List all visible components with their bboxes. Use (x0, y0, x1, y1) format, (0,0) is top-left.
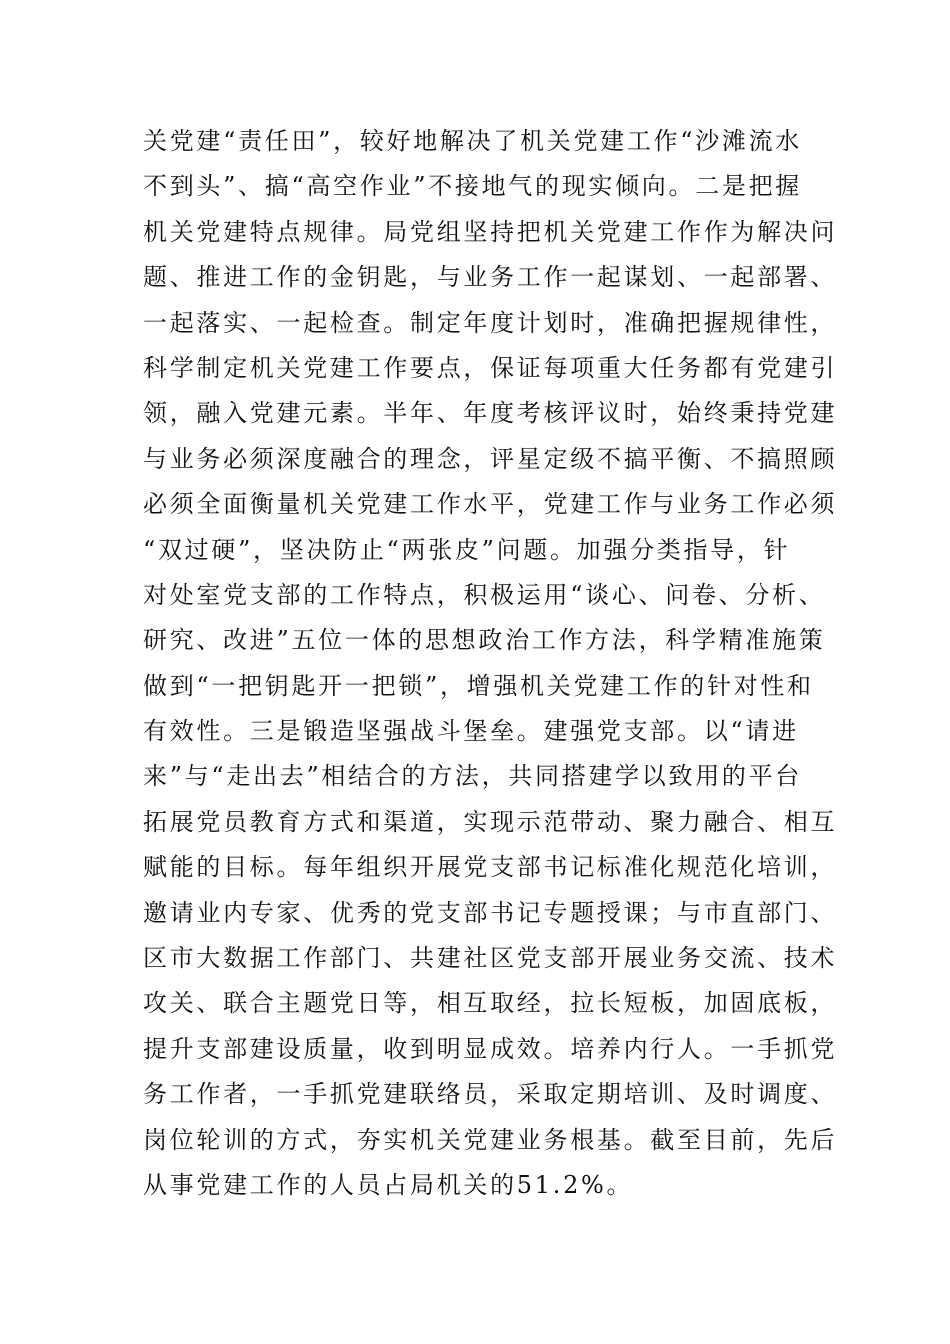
text-line: 拓展党员教育方式和渠道，实现示范带动、聚力融合、相互 (143, 807, 838, 836)
text-line: 机关党建特点规律。局党组坚持把机关党建工作作为解决问 (143, 217, 838, 246)
text-line: 赋能的目标。每年组织开展党支部书记标准化规范化培训， (143, 853, 838, 882)
text-line: 必须全面衡量机关党建工作水平，党建工作与业务工作必须 (143, 490, 838, 519)
text-line: 做到“一把钥匙开一把锁”，增强机关党建工作的针对性和 (143, 671, 814, 700)
text-line: 有效性。三是锻造坚强战斗堡垒。建强党支部。以“请进 (143, 717, 799, 746)
text-line: 邀请业内专家、优秀的党支部书记专题授课；与市直部门、 (143, 898, 838, 927)
text-line: 科学制定机关党建工作要点，保证每项重大任务都有党建引 (143, 353, 838, 382)
text-line: 一起落实、一起检查。制定年度计划时，准确把握规律性， (143, 308, 838, 337)
text-line: 岗位轮训的方式，夯实机关党建业务根基。截至目前，先后 (143, 1125, 838, 1154)
text-line: “双过硬”，坚决防止“两张皮”问题。加强分类指导，针 (143, 535, 791, 564)
text-line: 从事党建工作的人员占局机关的51.2%。 (143, 1170, 634, 1199)
text-line: 来”与“走出去”相结合的方法，共同搭建学以致用的平台 (143, 762, 803, 791)
text-line: 区市大数据工作部门、共建社区党支部开展业务交流、技术 (143, 944, 838, 973)
text-line: 务工作者，一手抓党建联络员，采取定期培训、及时调度、 (143, 1080, 838, 1109)
text-line: 不到头”、搞“高空作业”不接地气的现实倾向。二是把握 (143, 172, 803, 201)
text-line: 与业务必须深度融合的理念，评星定级不搞平衡、不搞照顾 (143, 444, 838, 473)
text-line: 题、推进工作的金钥匙，与业务工作一起谋划、一起部署、 (143, 263, 838, 292)
text-line: 提升支部建设质量，收到明显成效。培养内行人。一手抓党 (143, 1034, 838, 1063)
text-line: 关党建“责任田”，较好地解决了机关党建工作“沙滩流水 (143, 127, 803, 155)
body-paragraph (143, 119, 838, 1208)
text-line: 研究、改进”五位一体的思想政治工作方法，科学精准施策 (143, 626, 826, 655)
text-line: 对处室党支部的工作特点，积极运用“谈心、问卷、分析、 (143, 580, 826, 609)
text-line: 领，融入党建元素。半年、年度考核评议时，始终秉持党建 (143, 399, 838, 428)
text-line: 攻关、联合主题党日等，相互取经，拉长短板，加固底板， (143, 989, 838, 1018)
